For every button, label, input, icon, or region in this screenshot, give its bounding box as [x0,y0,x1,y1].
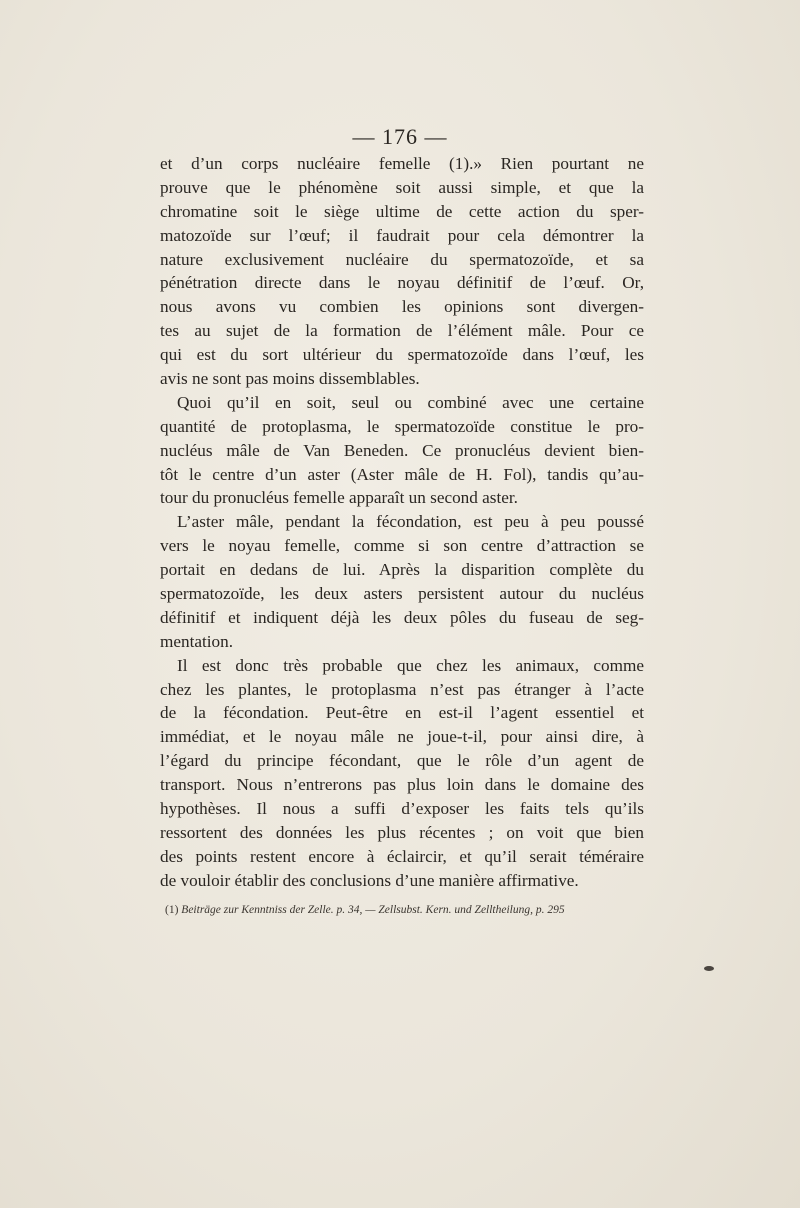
text-line: hypothèses. Il nous a suffi d’exposer les faits tels qu’ils [160,799,644,819]
text-line: définitif et indiquent déjà les deux pôles du fuseau de seg- [160,607,644,627]
text-line: transport. Nous n’entrerons pas plus loin dans le domaine des [160,775,644,795]
text-line: portait en dedans de lui. Après la disparition complète du [160,560,644,580]
text-line: pénétration directe dans le noyau définitif de l’œuf. Or, [160,273,644,293]
text-line: ressortent des données les plus récentes ; on voit que bien [160,822,644,842]
text-line: qui est du sort ultérieur du spermatozoïde dans l’œuf, les [160,345,644,365]
text-line: vers le noyau femelle, comme si son centre d’attraction se [160,536,644,556]
text-line: et d’un corps nucléaire femelle (1).» Rien pourtant ne [160,154,644,173]
text-line: prouve que le phénomène soit aussi simple, et que la [160,177,644,197]
text-line: nous avons vu combien les opinions sont divergen- [160,297,644,317]
text-line: quantité de protoplasma, le spermatozoïde constitue le pro- [160,416,644,436]
footnote-marker: (1) [165,904,179,916]
text-line: Il est donc très probable que chez les animaux, comme [177,655,644,675]
text-line: avis ne sont pas moins dissemblables. [160,369,420,389]
text-line: immédiat, et le noyau mâle ne joue-t-il, pour ainsi dire, à [160,727,644,747]
footnote-text: Beiträge zur Kenntniss der Zelle. p. 34, — Zellsubst. Kern. und Zelltheilung, p. 295 [181,904,565,916]
page-number: — 176 — [352,124,448,149]
text-line: matozoïde sur l’œuf; il faudrait pour cela démontrer la [160,225,644,245]
text-line: nucléus mâle de Van Beneden. Ce pronucléus devient bien- [160,440,644,460]
text-line: tour du pronucléus femelle apparaît un second aster. [160,488,518,508]
text-line: des points restent encore à éclaircir, et qu’il serait téméraire [160,846,644,866]
body-text [160,152,644,893]
text-line: tôt le centre d’un aster (Aster mâle de H. Fol), tandis qu’au- [160,464,644,484]
text-line: tes au sujet de la formation de l’élément mâle. Pour ce [160,321,644,341]
text-line: Quoi qu’il en soit, seul ou combiné avec une certaine [177,392,644,412]
text-line: de vouloir établir des conclusions d’une manière affirmative. [160,870,579,890]
text-line: spermatozoïde, les deux asters persistent autour du nucléus [160,584,644,604]
ink-speck [704,966,714,971]
text-line: l’égard du principe fécondant, que le rôle d’un agent de [160,751,644,771]
text-line: chromatine soit le siège ultime de cette action du sper- [160,201,644,221]
text-line: L’aster mâle, pendant la fécondation, est peu à peu poussé [177,512,644,532]
text-line: de la fécondation. Peut-être en est-il l’agent essentiel et [160,703,644,723]
text-line: nature exclusivement nucléaire du spermatozoïde, et sa [160,249,644,269]
text-line: chez les plantes, le protoplasma n’est pas étranger à l’acte [160,679,644,699]
text-line: mentation. [160,631,234,651]
footnote [165,902,645,918]
